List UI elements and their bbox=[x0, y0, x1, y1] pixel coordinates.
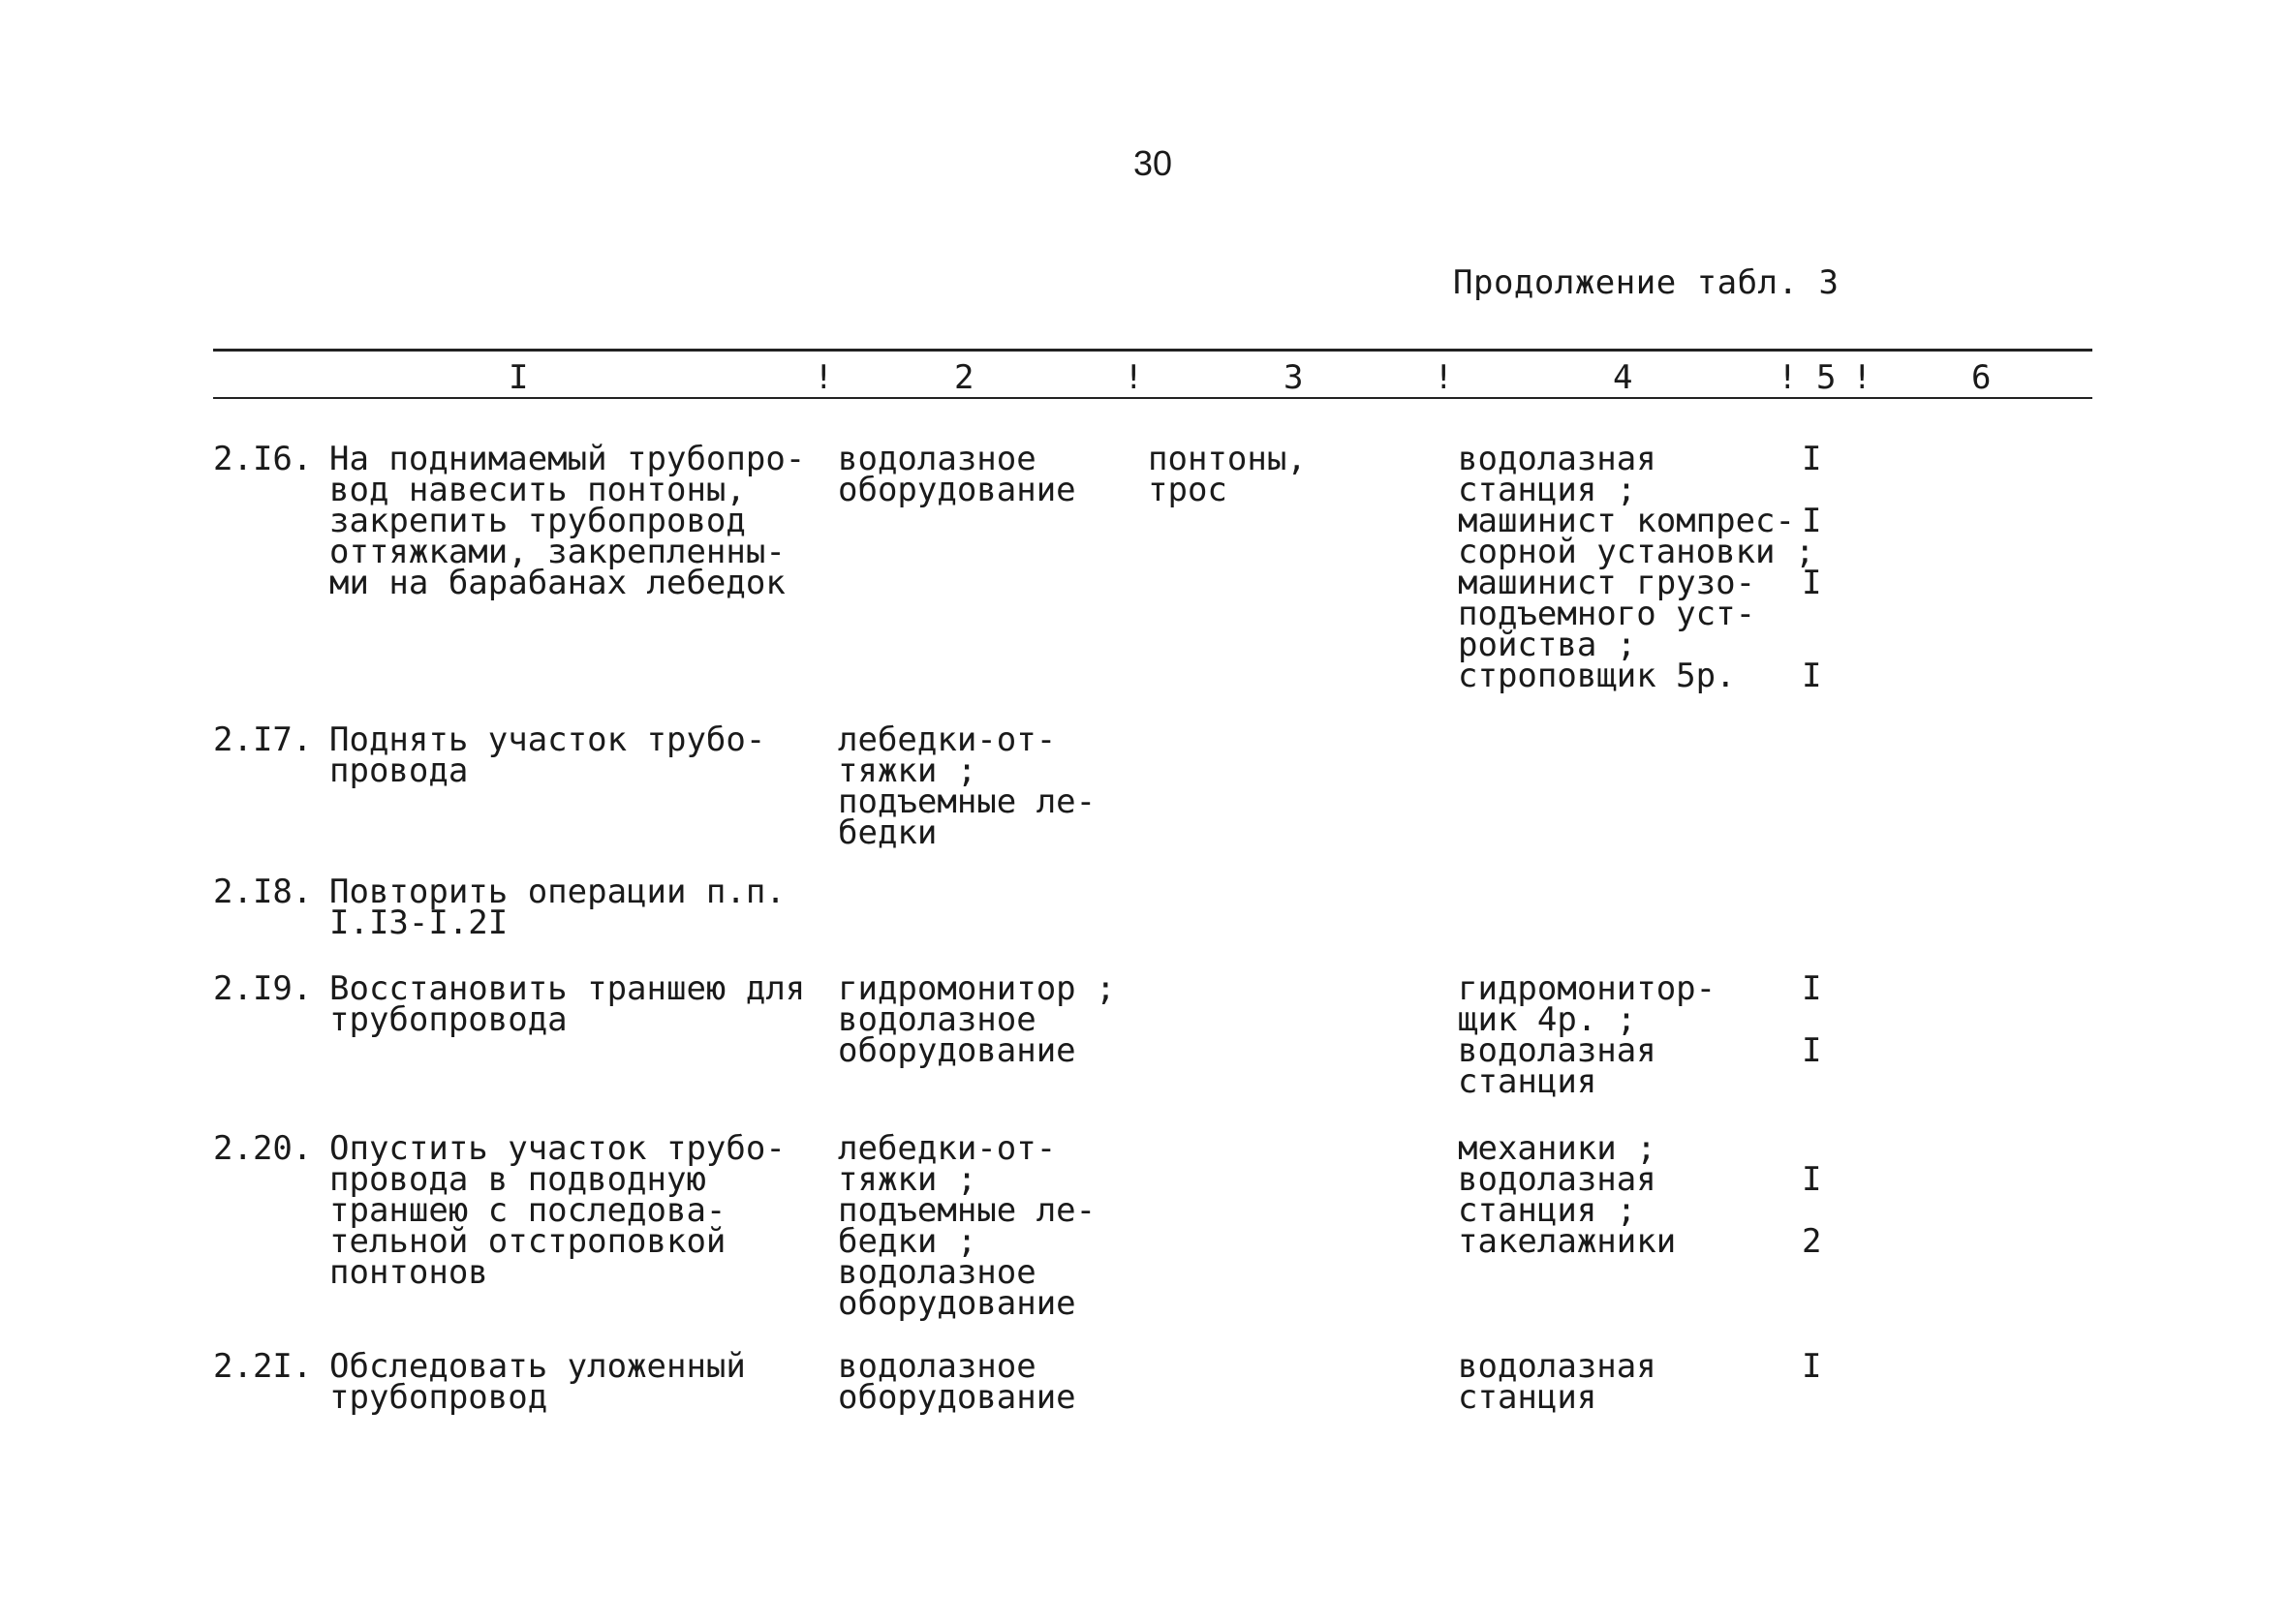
worker-count: I bbox=[1802, 1031, 1822, 1070]
row-number: 2.I6. bbox=[213, 440, 313, 478]
operation-cell: Повторить операции п.п. I.I3-I.2I bbox=[329, 873, 786, 942]
workers-cell: механики ; водолазная станция ; такелажники bbox=[1458, 1129, 1677, 1261]
equipment-cell: лебедки-от- тяжки ; подъемные ле- бедки bbox=[838, 720, 1097, 852]
operation-cell: Восстановить траншею для трубопровода bbox=[329, 969, 806, 1039]
equipment-cell: водолазное оборудование bbox=[838, 1347, 1076, 1417]
equipment-cell: лебедки-от- тяжки ; подъемные ле- бедки ; водолазное оборудование bbox=[838, 1129, 1097, 1323]
row-number: 2.2I. bbox=[213, 1347, 313, 1386]
workers-cell: водолазная станция bbox=[1458, 1347, 1656, 1417]
table-header-bottom-rule bbox=[213, 397, 2092, 399]
materials-cell: понтоны, трос bbox=[1148, 440, 1307, 509]
column-header-3: 3 bbox=[1284, 358, 1304, 397]
worker-count: I bbox=[1802, 564, 1822, 602]
operation-cell: На поднимаемый трубопро- вод навесить понтоны, закрепить трубопровод оттяжками, закрепленны- ми на барабанах лебедок bbox=[329, 440, 806, 602]
column-separator: ! bbox=[1124, 358, 1144, 397]
worker-count: I bbox=[1802, 1160, 1822, 1199]
table-continuation-caption: Продолжение табл. 3 bbox=[1453, 263, 1840, 302]
table-top-rule bbox=[213, 349, 2092, 352]
column-separator: ! bbox=[1434, 358, 1454, 397]
worker-count: I bbox=[1802, 502, 1822, 540]
column-header-5: 5 bbox=[1816, 358, 1837, 397]
worker-count: I bbox=[1802, 969, 1822, 1008]
workers-cell: водолазная станция ; машинист компрес- сорной установки ; машинист грузо- подъемного уст- ройства ; строповщик 5р. bbox=[1458, 440, 1815, 695]
operation-cell: Поднять участок трубо- провода bbox=[329, 720, 766, 790]
column-header-1: I bbox=[509, 358, 529, 397]
equipment-cell: гидромонитор ; водолазное оборудование bbox=[838, 969, 1116, 1070]
worker-count: 2 bbox=[1802, 1222, 1822, 1261]
equipment-cell: водолазное оборудование bbox=[838, 440, 1076, 509]
column-separator: ! bbox=[814, 358, 834, 397]
worker-count: I bbox=[1802, 1347, 1822, 1386]
row-number: 2.20. bbox=[213, 1129, 313, 1168]
row-number: 2.I8. bbox=[213, 873, 313, 911]
column-separator: ! bbox=[1852, 358, 1872, 397]
row-number: 2.I9. bbox=[213, 969, 313, 1008]
column-header-4: 4 bbox=[1613, 358, 1633, 397]
column-header-6: 6 bbox=[1971, 358, 1992, 397]
operation-cell: Обследовать уложенный трубопровод bbox=[329, 1347, 746, 1417]
worker-count: I bbox=[1802, 657, 1822, 695]
page-number: 30 bbox=[1133, 143, 1173, 183]
row-number: 2.I7. bbox=[213, 720, 313, 759]
workers-cell: гидромонитор- щик 4р. ; водолазная станция bbox=[1458, 969, 1717, 1101]
operation-cell: Опустить участок трубо- провода в подводную траншею с последова- тельной отстроповкой понтонов bbox=[329, 1129, 786, 1292]
worker-count: I bbox=[1802, 440, 1822, 478]
column-separator: ! bbox=[1778, 358, 1798, 397]
column-header-2: 2 bbox=[954, 358, 974, 397]
